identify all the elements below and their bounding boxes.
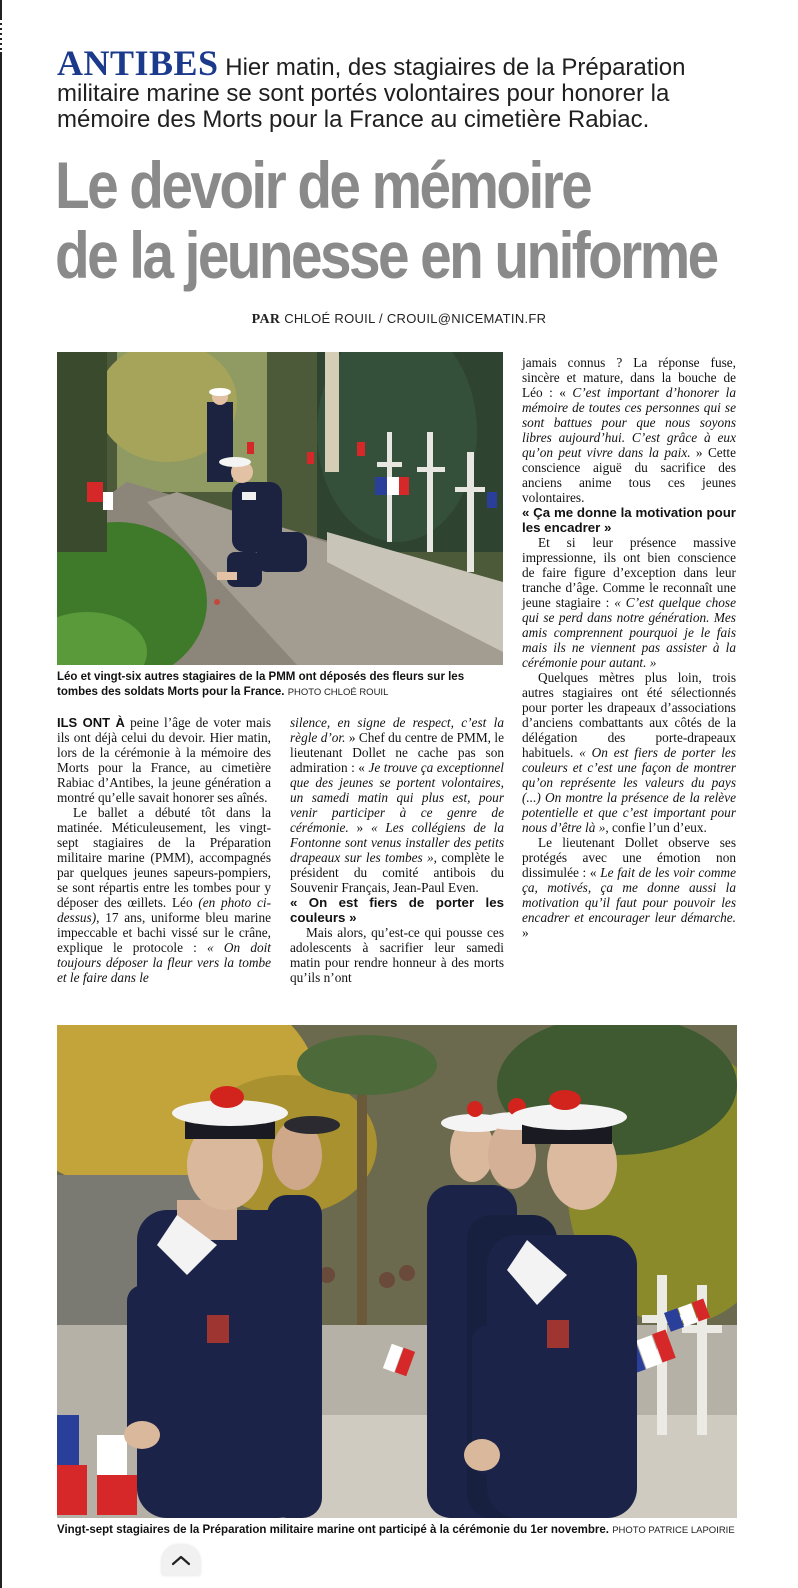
col3-para-2-text: Et si leur présence massive impressionne, ils ont bien conscience de faire figure d’exception dans leur tranche d’âge. Comme le reconnaît une jeune stagiaire :	[522, 535, 736, 610]
photo-sailors-caption-text: Vingt-sept stagiaires de la Préparation militaire marine ont participé à la cérémonie du 1er novembre.	[57, 1524, 609, 1536]
byline-prefix: PAR	[251, 312, 281, 327]
article-column-1	[57, 715, 271, 985]
para-2-text: Le ballet a débuté tôt dans la matinée. Méticuleusement, les vingt-sept stagiaires de la Préparation militaire marine (PMM), accompagnés par quelques jeunes sapeurs-pompiers, se sont répartis entre les tombes pour y déposer des œillets. Léo	[57, 805, 271, 910]
col3-para-4-end: »	[522, 925, 529, 940]
page-edge	[0, 0, 2, 1588]
col3-para-4	[522, 835, 736, 940]
photo-cemetery	[57, 352, 503, 665]
article-para-2	[57, 805, 271, 985]
byline	[0, 311, 798, 328]
col3-para-3	[522, 670, 736, 835]
col2-quote-start: silence, en signe de respect, c’est la règle d’or.	[290, 715, 504, 745]
col3-para-1-text: jamais connus ? La réponse fuse, sincère et mature, dans la bouche de Léo : «	[522, 355, 736, 400]
col3-quote-1: C’est important d’honorer la mémoire de toutes ces personnes qui se sont battues pour que nous soyons libres aujourd’hui. C’est grâce à eux qu’on peut vivre dans la paix.	[522, 385, 736, 460]
col3-para-4-text: Le lieutenant Dollet observe ses protégés avec une émotion non dissimulée : «	[522, 835, 736, 880]
col2-para-1-end: »	[348, 820, 364, 835]
city-tag: ANTIBES	[57, 43, 219, 83]
col2-para-1-text: » Chef du centre de PMM, le lieutenant Dollet ne cache pas son admiration : «	[290, 730, 504, 775]
col3-para-3-text: Quelques mètres plus loin, trois autres stagiaires ont été sélectionnés pour porter les drapeaux d’associations d’anciens combattants aux côtés de la délégation des porte-drapeaux habituels.	[522, 670, 736, 760]
article-column-2	[290, 715, 504, 985]
subhead-2: « Ça me donne la motivation pour les encadrer »	[522, 505, 736, 535]
headline-line-2: de la jeunesse en uniforme	[55, 218, 717, 292]
col3-quote-3: « On est fiers de porter les couleurs et c’est une façon de montrer qu’on représente les valeurs du pays (...) On montre la présence de la relève potentielle et que c’est important pour nous d’être là »	[522, 745, 736, 835]
para-2-italic: (en photo ci-dessus)	[57, 895, 271, 925]
intro-text: Hier matin, des stagiaires de la Préparation militaire marine se sont portés volontaires pour honorer la mémoire des Morts pour la France au cimetière Rabiac.	[57, 54, 686, 133]
photo-cemetery-illustration	[57, 352, 503, 665]
col3-para-1	[522, 355, 736, 505]
para-2-end: , 17 ans, uniforme bleu marine impeccable et bachi vissé sur le crâne, explique le protocole :	[57, 910, 271, 955]
col2-quote-3: « Les collégiens de la Fontonne sont venus installer des petits drapeaux sur les tombes »	[290, 820, 504, 865]
photo-sailors-credit: PHOTO PATRICE LAPOIRIE	[612, 1525, 735, 1536]
col2-para-2-end: , complète le président du comité antibois du Souvenir Français, Jean-Paul Even.	[290, 850, 505, 895]
col2-quote-2: Je trouve ça exceptionnel que des jeunes se portent volontaires, un samedi matin qui plus est, pour venir participer à ce genre de cérémonie.	[290, 760, 504, 835]
subhead-1: « On est fiers de porter les couleurs »	[290, 895, 504, 925]
para-2-quote: « On doit toujours déposer la fleur vers la tombe et le faire dans le	[57, 940, 272, 985]
photo-sailors-illustration	[57, 1025, 737, 1518]
photo-cemetery-credit: PHOTO CHLOÉ ROUIL	[287, 687, 389, 698]
headline-line-1: Le devoir de mémoire	[55, 148, 591, 222]
col3-para-3-end: , confie l’un d’eux.	[605, 820, 707, 835]
col2-para-1	[290, 715, 504, 895]
photo-cemetery-caption-text: Léo et vingt-six autres stagiaires de la PMM ont déposés des fleurs sur les tombes des soldats Morts pour la France.	[57, 671, 465, 698]
col3-quote-2: « C’est quelque chose qui se perd dans notre génération. Mes amis comprennent pourquoi je le fais mais ils ne viennent pas assister à la cérémonie pour autant. »	[522, 595, 736, 670]
page-edge-marker	[0, 18, 2, 52]
photo-cemetery-caption	[57, 670, 503, 700]
scroll-up-button[interactable]	[162, 1545, 200, 1575]
intro-block	[57, 43, 747, 133]
photo-sailors	[57, 1025, 737, 1518]
chevron-up-icon	[171, 1554, 191, 1566]
article-para-1	[57, 715, 271, 805]
col2-para-3: Mais alors, qu’est-ce qui pousse ces adolescents à sacrifier leur samedi matin pour rendre honneur à des morts qu’ils n’ont	[290, 925, 504, 985]
para-1-text: peine l’âge de voter mais ils ont déjà celui du devoir. Hier matin, lors de la cérémonie à la mémoire des Morts pour la France, au cimetière Rabiac d’Antibes, la jeune génération a montré qu’elle savait honorer ses aînés.	[57, 715, 271, 805]
headline	[55, 148, 717, 292]
article-column-3	[522, 355, 736, 940]
lead-in: ILS ONT À	[57, 715, 125, 730]
byline-author: CHLOÉ ROUIL / CROUIL@NICEMATIN.FR	[284, 311, 547, 326]
col3-para-2	[522, 535, 736, 670]
col3-quote-4: Le fait de les voir comme ça, motivés, ça me donne aussi la motivation qu’il faut pour pouvoir les encadrer et encourager leur démarche.	[522, 865, 736, 925]
col3-para-1-end: » Cette conscience aiguë du sacrifice des anciens anime tous ces jeunes volontaires.	[522, 445, 737, 505]
photo-sailors-caption	[57, 1523, 747, 1538]
